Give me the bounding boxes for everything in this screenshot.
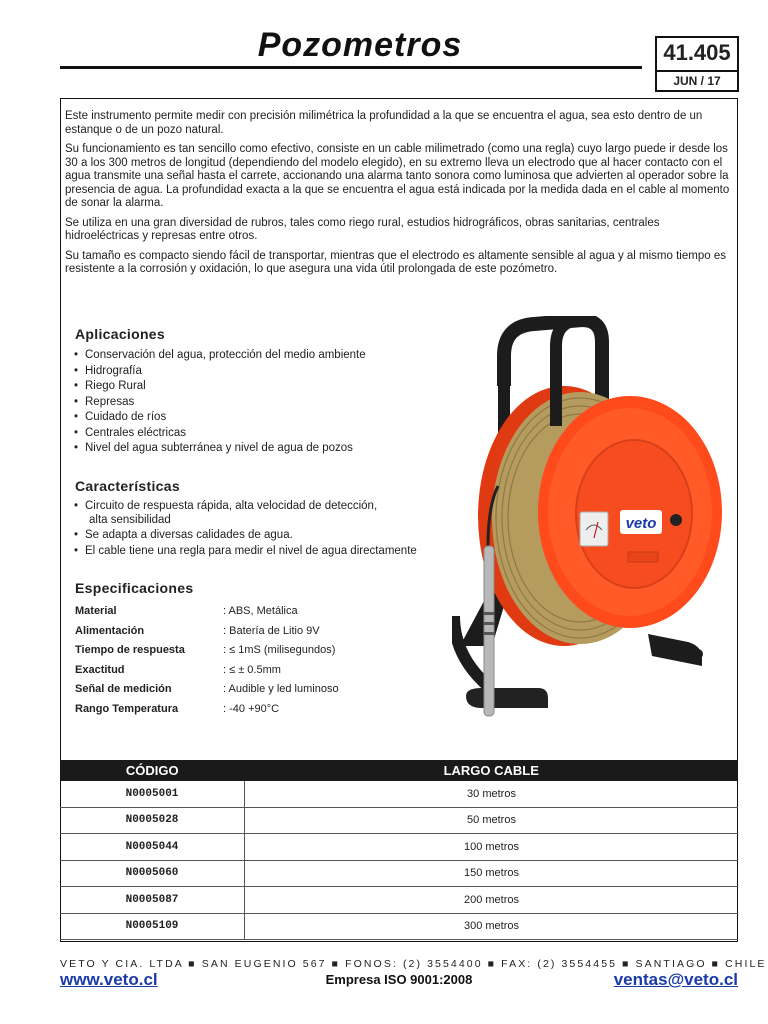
product-code: 41.405 [663,40,731,65]
spec-label: Alimentación [75,625,145,637]
code-cell: N0005001 [60,781,245,807]
spec-value: : Audible y led luminoso [223,683,339,695]
brand-logo-text: veto [625,515,657,532]
spec-label: Rango Temperatura [75,703,179,715]
spec-row [75,605,475,624]
product-code-box [655,36,739,92]
water-level-meter-reel-image [452,316,730,726]
product-codes-table [60,760,738,940]
list-item [72,500,417,527]
features-heading: Características [75,478,180,494]
code-cell: N0005087 [60,887,245,914]
list-item: • Hidrografía [72,364,366,380]
list-item: • Represas [72,395,366,411]
spec-label: Exactitud [75,664,125,676]
spec-value: : ≤ ± 0.5mm [223,664,281,676]
email-link[interactable]: ventas@veto.cl [613,970,738,989]
list-item: • Cuidado de ríos [72,410,366,426]
specs-heading: Especificaciones [75,580,194,596]
length-cell: 100 metros [245,834,739,861]
list-item: • Riego Rural [72,379,366,395]
table-row [60,913,738,940]
column-header-code: CÓDIGO [60,760,245,781]
table-row [60,807,738,834]
length-cell: 300 metros [245,913,739,940]
spec-value: : Batería de Litio 9V [223,625,320,637]
spec-label: Tiempo de respuesta [75,644,185,656]
spec-row [75,644,475,663]
intro-paragraph: Su funcionamiento es tan sencillo como efectivo, consiste en un cable milimetrado (como una regla) cuyo largo puede ir desde los 30 a los 300 metros de longitud (dependiendo del modelo elegido), en su extremo lleva un electrodo que al hacer contacto con el agua transmite una señal hasta el carrete, accionando una alarma tanto sonora como luminosa que advierten al operador sobre la presencia de agua. La profundidad exacta a la que se encuentra el agua está indicada por la medida dada en el cable al momento de sonar la alarma. [65,143,730,209]
code-cell: N0005028 [60,807,245,834]
code-cell: N0005109 [60,913,245,940]
length-cell: 50 metros [245,807,739,834]
list-item: • Se adapta a diversas calidades de agua. [72,529,417,543]
list-item-text: Circuito de respuesta rápida, alta velocidad de detección, [85,500,378,512]
column-header-cable-length: LARGO CABLE [245,760,739,781]
list-item: • Centrales eléctricas [72,426,366,442]
length-cell: 150 metros [245,860,739,887]
spec-row [75,625,475,644]
intro-paragraph: Su tamaño es compacto siendo fácil de transportar, mientras que el electrodo es altamente sensible al agua y al mismo tiempo es resistente a la corrosión y oxidación, lo que asegura una vida útil prolongada de este pozómetro. [65,249,726,275]
document-date: JUN / 17 [657,70,737,90]
list-item: • Nivel del agua subterránea y nivel de agua de pozos [72,441,366,457]
iso-certification: Empresa ISO 9001:2008 [325,972,473,987]
intro-text [65,110,735,283]
company-address: VETO Y CIA. LTDA ■ SAN EUGENIO 567 ■ FONOS: (2) 3554400 ■ FAX: (2) 3554455 ■ SANTIAGO ■ CHILE [60,958,767,970]
table-row [60,887,738,914]
page-title: Pozometros [257,26,463,64]
spec-row [75,683,475,702]
table-row [60,834,738,861]
length-cell: 30 metros [245,781,739,807]
spec-row [75,703,475,722]
applications-heading: Aplicaciones [75,326,165,342]
spec-label: Señal de medición [75,683,172,695]
length-cell: 200 metros [245,887,739,914]
spec-value: : ABS, Metálica [223,605,298,617]
features-list [72,500,417,558]
list-item-text: alta sensibilidad [89,513,171,526]
title-rule [60,66,642,69]
code-cell: N0005060 [60,860,245,887]
intro-paragraph: Este instrumento permite medir con precisión milimétrica la profundidad a la que se encuentra el agua, sea esto dentro de un estanque o de un pozo natural. [65,110,703,136]
spec-value: : ≤ 1mS (milisegundos) [223,644,336,656]
table-row [60,860,738,887]
spec-label: Material [75,605,117,617]
website-link[interactable]: www.veto.cl [60,970,158,989]
spec-row [75,664,475,683]
intro-paragraph: Se utiliza en una gran diversidad de rubros, tales como riego rural, estudios hidrográficos, obras sanitarias, centrales hidroeléctricas y represas entre otros. [65,216,660,242]
code-cell: N0005044 [60,834,245,861]
table-header-row [60,760,738,781]
applications-list [72,348,366,457]
list-item: • El cable tiene una regla para medir el nivel de agua directamente [72,545,417,559]
table-row [60,781,738,807]
list-item: • Conservación del agua, protección del medio ambiente [72,348,366,364]
spec-value: : -40 +90°C [223,703,280,715]
